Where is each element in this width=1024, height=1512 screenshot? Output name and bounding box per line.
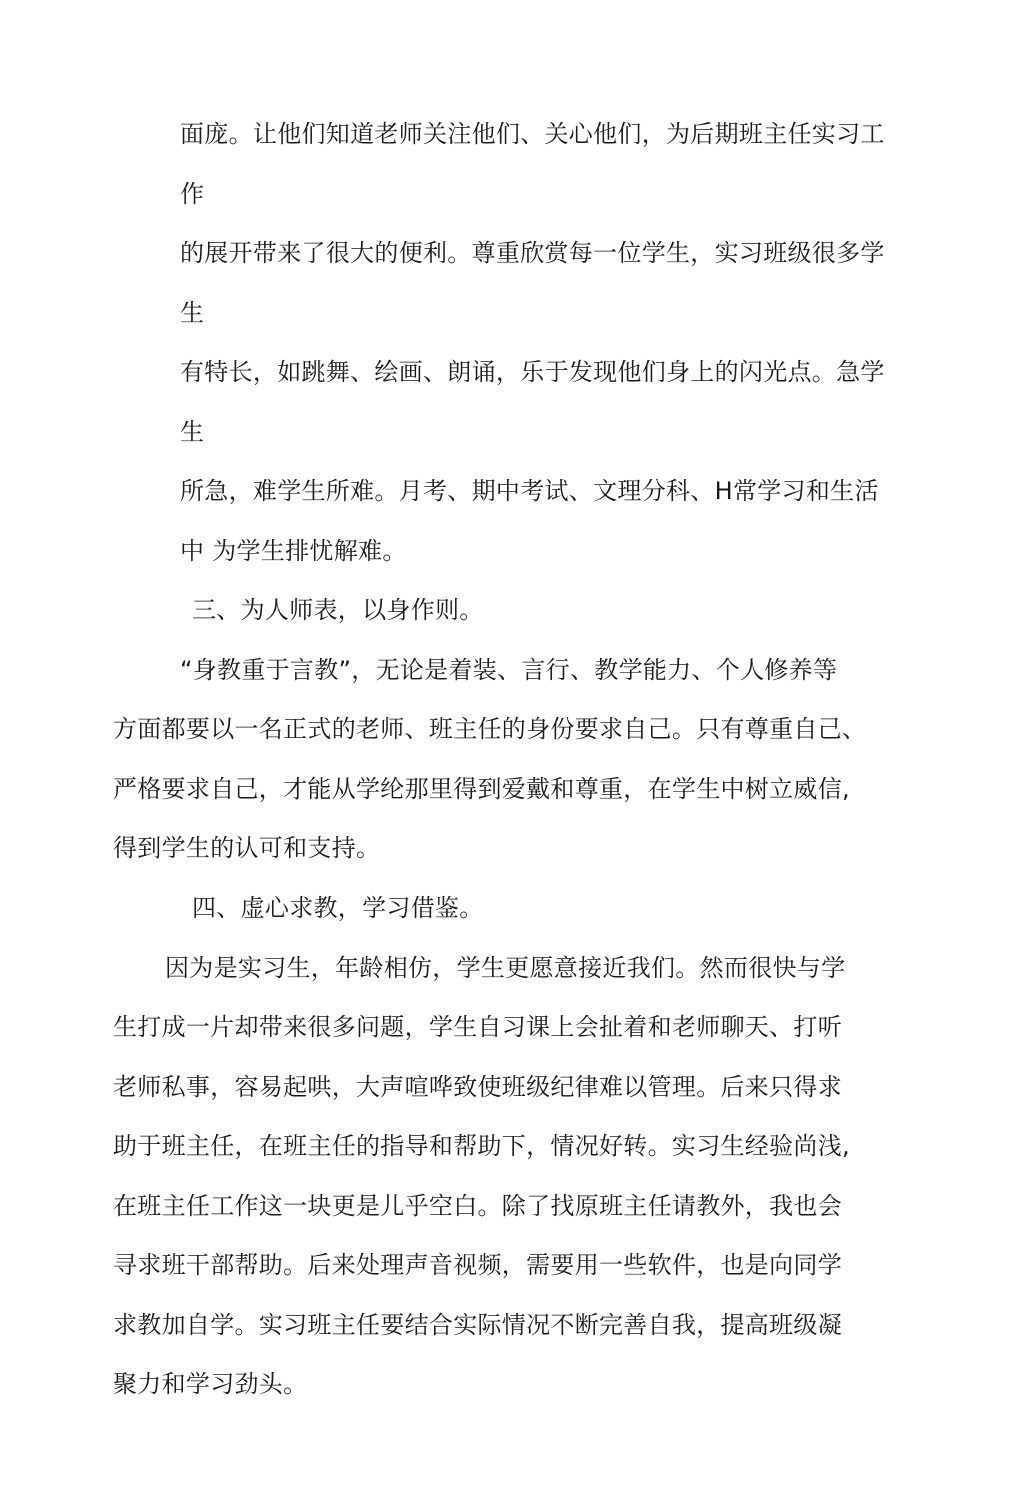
section-heading: 三、为人师表，以身作则。 [192, 596, 484, 624]
text-line: 严格要求自己，才能从学纶那里得到爱戴和尊重，在学生中树立威信, [113, 775, 850, 803]
text-line: 生 [180, 299, 205, 327]
text-line: 寻求班干部帮助。后来处理声音视频，需要用一些软件，也是向同学 [113, 1251, 842, 1279]
text-line: 所急，难学生所难。月考、期中考试、文理分科、H常学习和生活 [180, 477, 879, 505]
text-line: 老师私事，容易起哄，大声喧哗致使班级纪律难以管理。后来只得求 [113, 1073, 842, 1101]
text-line: 的展开带来了很大的便利。尊重欣赏每一位学生，实习班级很多学 [180, 239, 885, 267]
text-line: 聚力和学习劲头。 [113, 1370, 308, 1398]
text-line: 中 为学生排忧解难。 [180, 537, 407, 565]
text-line: 生 [180, 418, 205, 446]
text-line: 有特长，如跳舞、绘画、朗诵，乐于发现他们身上的闪光点。急学 [180, 358, 885, 386]
section-heading: 四、虚心求教，学习借鉴。 [192, 894, 484, 922]
text-line: 在班主任工作这一块更是儿乎空白。除了找原班主任请教外，我也会 [113, 1192, 842, 1220]
text-line: 方面都要以一名正式的老师、班主任的身份要求自己。只有尊重自己、 [113, 715, 867, 743]
text-line: 求教加自学。实习班主任要结合实际情况不断完善自我，提高班级凝 [113, 1311, 842, 1339]
text-line: 面庞。让他们知道老师关注他们、关心他们，为后期班主任实习工 [180, 120, 885, 148]
text-line: 作 [180, 180, 205, 208]
text-line: 助于班主任，在班主任的指导和帮助下，情况好转。实习生经验尚浅, [113, 1132, 850, 1160]
text-line: “身教重于言教”，无论是着装、言行、教学能力、个人修养等 [180, 656, 838, 684]
text-line: 生打成一片却带来很多问题，学生自习课上会扯着和老师聊天、打听 [113, 1013, 842, 1041]
text-line: 因为是实习生，年龄相仿，学生更愿意接近我们。然而很快与学 [165, 954, 846, 982]
text-line: 得到学生的认可和支持。 [113, 834, 381, 862]
